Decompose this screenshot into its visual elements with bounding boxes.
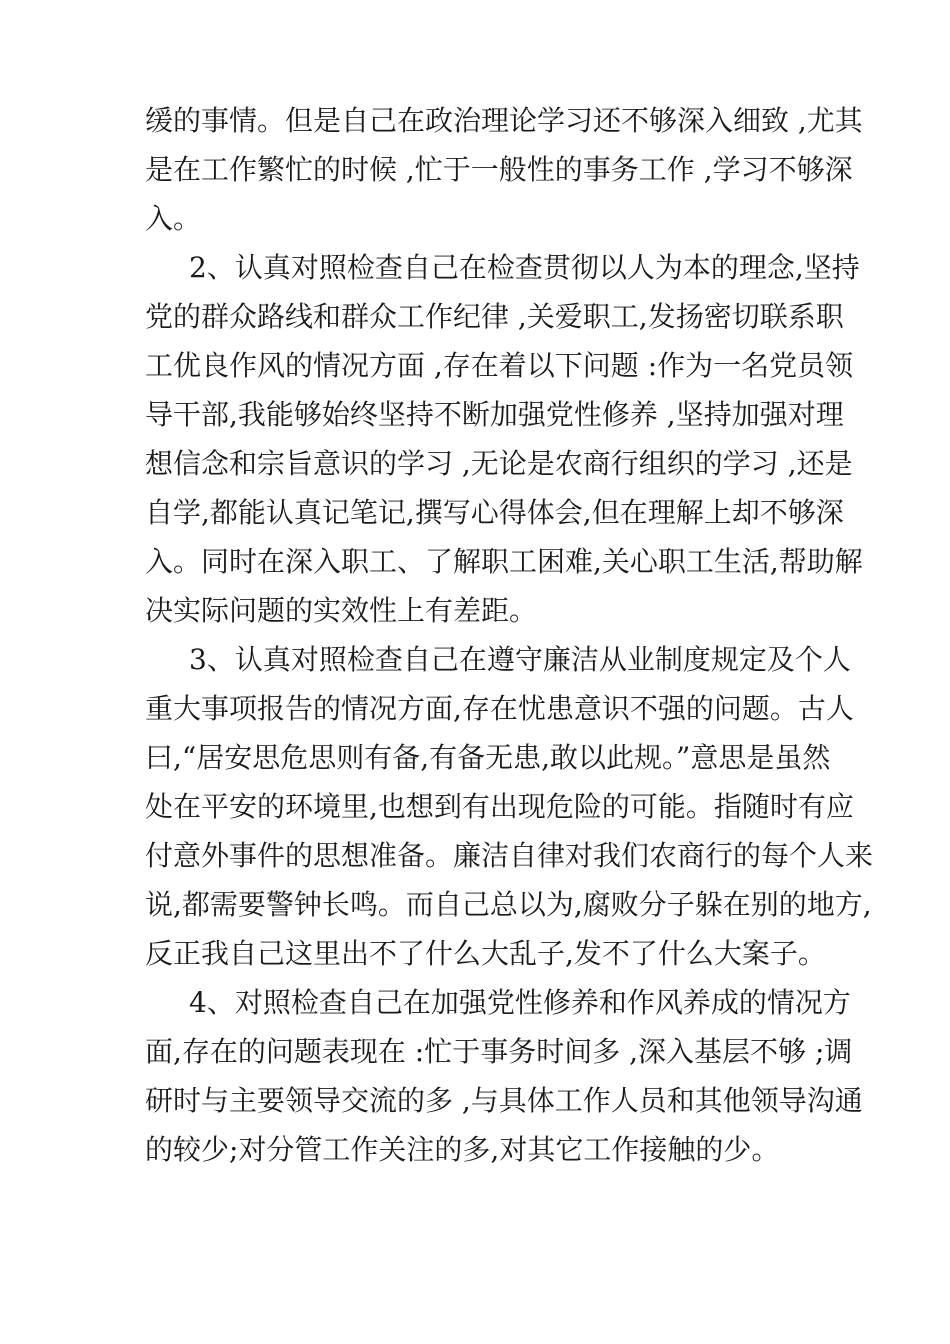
paragraph-3 bbox=[145, 635, 874, 978]
text-line: 导干部,我能够始终坚持不断加强党性修养 ,坚持加强对理 bbox=[145, 398, 844, 431]
text-line: 决实际问题的实效性上有差距。 bbox=[145, 594, 538, 627]
text-line: 工优良作风的情况方面 ,存在着以下问题 :作为一名党员领 bbox=[145, 349, 854, 382]
text-line: 的较少;对分管工作关注的多,对其它工作接触的少。 bbox=[145, 1133, 780, 1166]
text-line: 说,都需要警钟长鸣。而自己总以为,腐败分子躲在别的地方, bbox=[145, 888, 872, 921]
text-line: 付意外事件的思想准备。廉洁自律对我们农商行的每个人来 bbox=[145, 839, 874, 872]
text-line: 反正我自己这里出不了什么大乱子,发不了什么大案子。 bbox=[145, 937, 826, 970]
text-line: 是在工作繁忙的时候 ,忙于一般性的事务工作 ,学习不够深 bbox=[145, 153, 853, 186]
text-line: 想信念和宗旨意识的学习 ,无论是农商行组织的学习 ,还是 bbox=[145, 447, 853, 480]
paragraph-4 bbox=[145, 978, 863, 1174]
text-line: 自学,都能认真记笔记,撰写心得体会,但在理解上却不够深 bbox=[145, 496, 844, 529]
text-line: 缓的事情。但是自己在政治理论学习还不够深入细致 ,尤其 bbox=[145, 104, 863, 137]
text-line: 党的群众路线和群众工作纪律 ,关爱职工,发扬密切联系职 bbox=[145, 300, 844, 333]
text-line: 曰,“居安思危思则有备,有备无患,敢以此规。”意思是虽然 bbox=[145, 741, 831, 774]
text-line: 4、对照检查自己在加强党性修养和作风养成的情况方 bbox=[189, 986, 851, 1019]
text-line: 面,存在的问题表现在 :忙于事务时间多 ,深入基层不够 ;调 bbox=[145, 1035, 853, 1068]
text-line: 3、认真对照检查自己在遵守廉洁从业制度规定及个人 bbox=[189, 643, 851, 676]
text-line: 研时与主要领导交流的多 ,与具体工作人员和其他领导沟通 bbox=[145, 1084, 863, 1117]
paragraph-2 bbox=[145, 243, 863, 635]
text-line: 入。同时在深入职工、了解职工困难,关心职工生活,帮助解 bbox=[145, 545, 863, 578]
document-body bbox=[145, 96, 874, 1174]
text-line: 重大事项报告的情况方面,存在忧患意识不强的问题。古人 bbox=[145, 692, 854, 725]
text-line: 处在平安的环境里,也想到有出现危险的可能。指随时有应 bbox=[145, 790, 854, 823]
text-line: 入。 bbox=[145, 202, 202, 235]
paragraph-1 bbox=[145, 96, 863, 243]
text-line: 2、认真对照检查自己在检查贯彻以人为本的理念,坚持 bbox=[189, 251, 860, 284]
